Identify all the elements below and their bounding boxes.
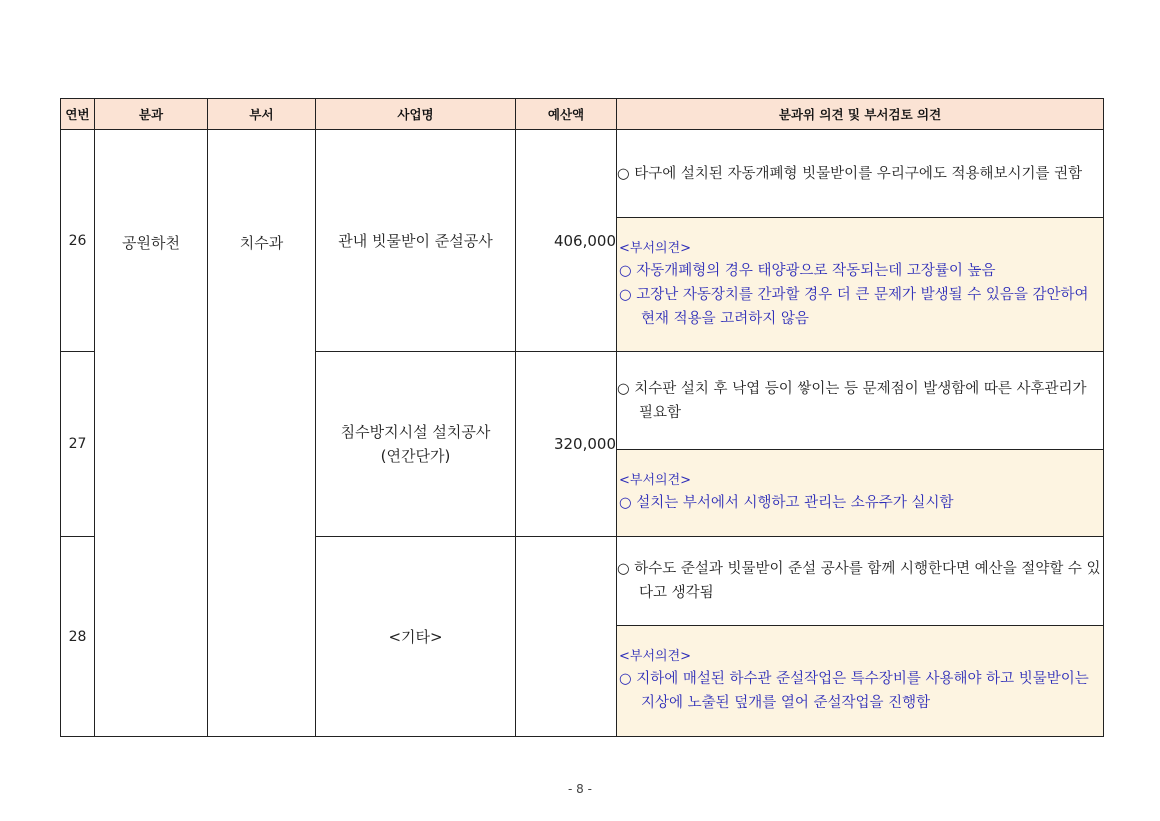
table-header-row: [61, 99, 1104, 130]
council-opinion: [617, 537, 1104, 626]
budget-amount: [516, 537, 617, 737]
project-name: [316, 352, 516, 537]
division-cell: 공원하천: [95, 130, 208, 737]
project-name: 관내 빗물받이 준설공사: [316, 130, 516, 352]
project-name-line: (연간단가): [380, 447, 451, 465]
department-cell: 치수과: [208, 130, 316, 737]
council-opinion-item: ○ 치수판 설치 후 낙엽 등이 쌓이는 등 문제점이 발생함에 따른 사후관리가 필요함: [617, 380, 1087, 421]
budget-amount: 406,000: [516, 130, 617, 352]
council-opinion-item: ○ 하수도 준설과 빗물받이 준설 공사를 함께 시행한다면 예산을 절약할 수 있다고 생각됨: [617, 561, 1101, 601]
project-name-line: 침수방지시설 설치공사: [340, 423, 491, 441]
table-row: [61, 130, 1104, 218]
department-opinion: [617, 218, 1104, 352]
budget-amount: 320,000: [516, 352, 617, 537]
page-number: - 8 -: [568, 782, 592, 796]
row-number: 26: [61, 130, 95, 352]
department-opinion-item: ○ 자동개폐형의 경우 태양광으로 작동되는데 고장률이 높음: [619, 262, 996, 279]
header-division: 분과: [95, 99, 208, 130]
council-opinion: [617, 130, 1104, 218]
department-opinion-item: ○ 지하에 매설된 하수관 준설작업은 특수장비를 사용해야 하고 빗물받이는 지상에 노출된 덮개를 열어 준설작업을 진행함: [619, 671, 1089, 711]
department-opinion: [617, 450, 1104, 537]
header-opinion: 분과위 의견 및 부서검토 의견: [617, 99, 1104, 130]
council-opinion-item: ○ 타구에 설치된 자동개폐형 빗물받이를 우리구에도 적용해보시기를 권함: [617, 165, 1083, 182]
department-opinion-item: ○ 설치는 부서에서 시행하고 관리는 소유주가 실시함: [619, 495, 954, 511]
department-opinion-header: <부서의견>: [619, 473, 692, 488]
row-number: 28: [61, 537, 95, 737]
council-opinion: [617, 352, 1104, 450]
opinion-table: [60, 98, 1104, 737]
row-number: 27: [61, 352, 95, 537]
header-budget: 예산액: [516, 99, 617, 130]
department-opinion-item: ○ 고장난 자동장치를 간과할 경우 더 큰 문제가 발생될 수 있음을 감안하여 현재 적용을 고려하지 않음: [619, 286, 1089, 327]
header-department: 부서: [208, 99, 316, 130]
department-opinion-header: <부서의견>: [619, 649, 692, 664]
header-project: 사업명: [316, 99, 516, 130]
department-opinion-header: <부서의견>: [619, 240, 692, 256]
header-no: 연번: [61, 99, 95, 130]
department-opinion: [617, 626, 1104, 737]
project-name: <기타>: [316, 537, 516, 737]
